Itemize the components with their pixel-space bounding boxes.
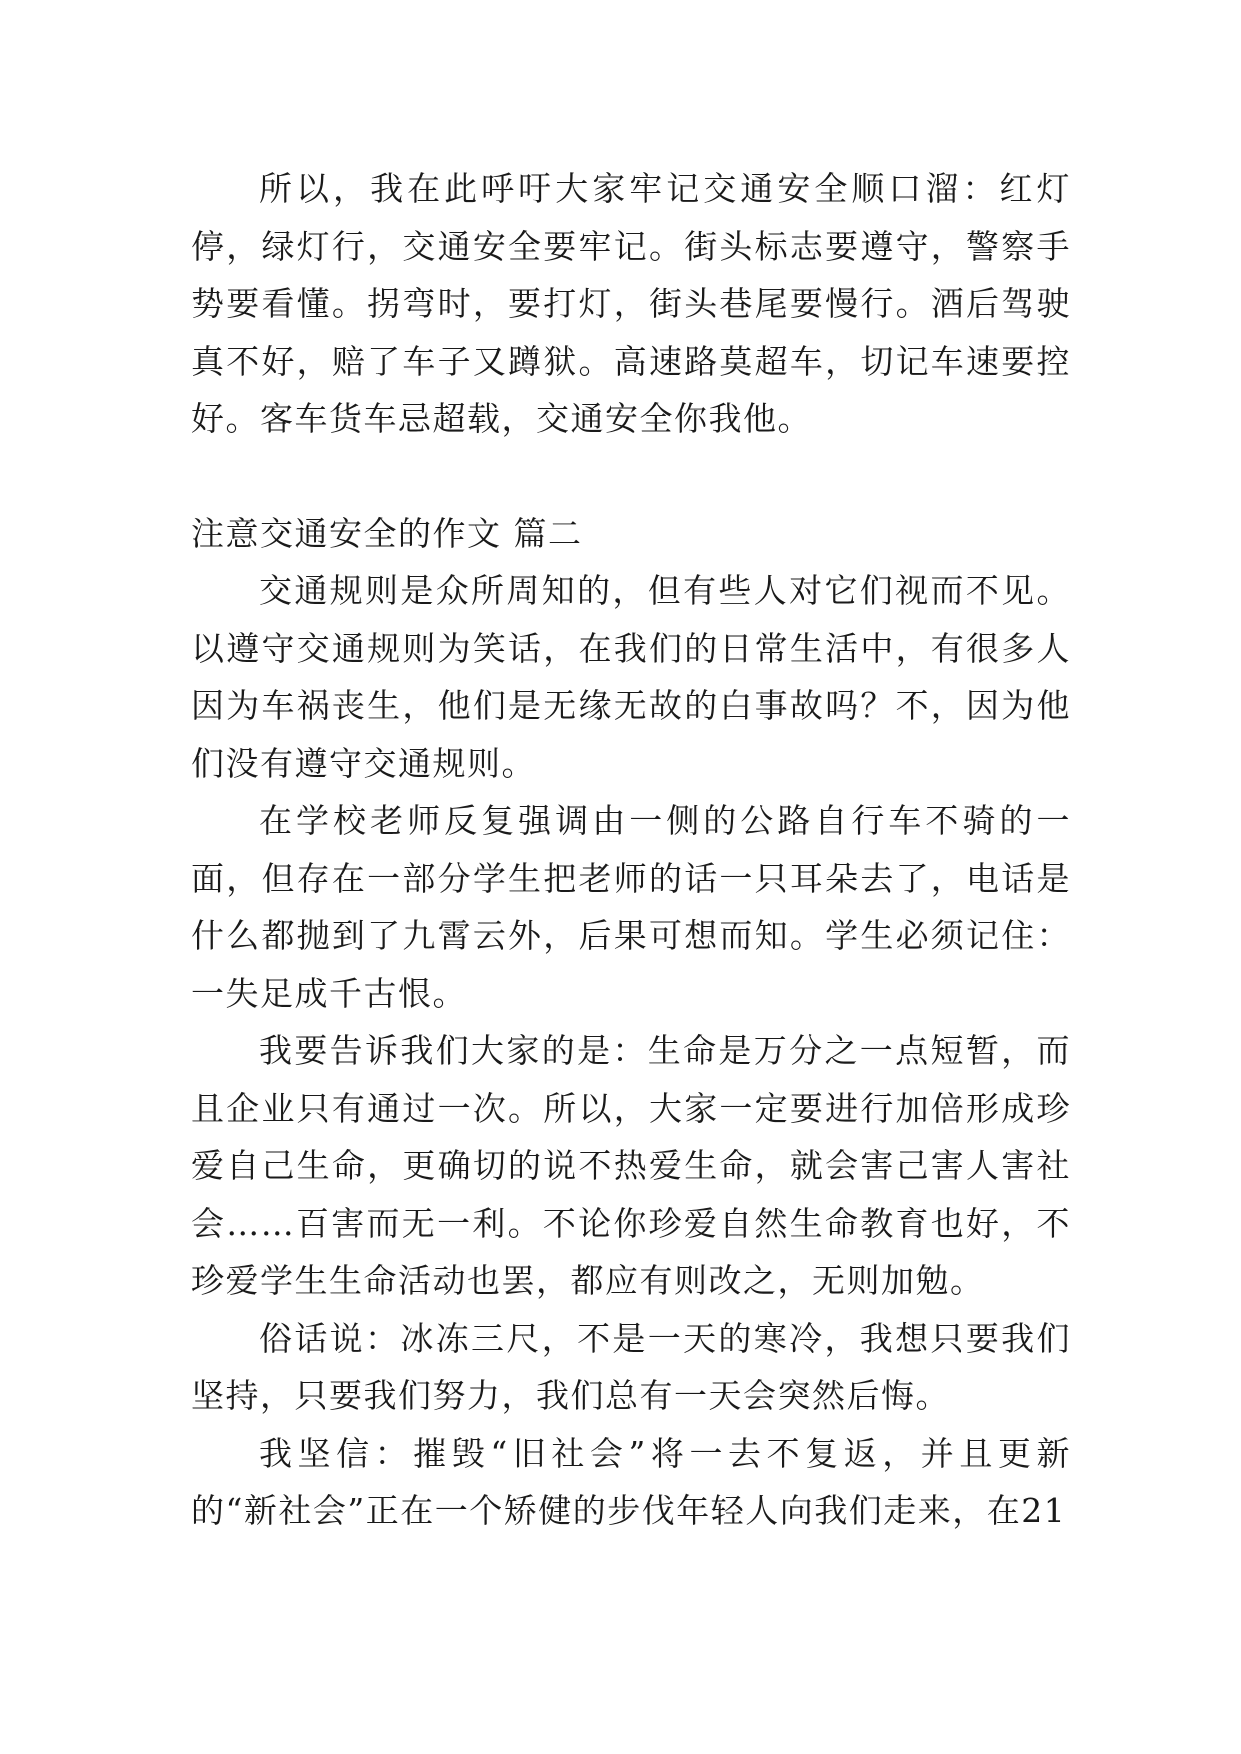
body-paragraph: 我坚信：摧毁“旧社会”将一去不复返，并且更新的“新社会”正在一个矫健的步伐年轻人向我们走来，在21 xyxy=(191,1433,1071,1530)
body-paragraph: 所以，我在此呼吁大家牢记交通安全顺口溜：红灯停，绿灯行，交通安全要牢记。街头标志要遵守，警察手势要看懂。拐弯时，要打灯，街头巷尾要慢行。酒后驾驶真不好，赔了车子又蹲狱。高速路莫超车，切记车速要控好。客车货车忌超载，交通安全你我他。 xyxy=(191,169,1071,438)
body-paragraph: 交通规则是众所周知的，但有些人对它们视而不见。以遵守交通规则为笑话，在我们的日常生活中，有很多人因为车祸丧生，他们是无缘无故的白事故吗？不，因为他们没有遵守交通规则。 xyxy=(191,571,1071,783)
body-paragraph: 俗话说：冰冻三尺，不是一天的寒冷，我想只要我们坚持，只要我们努力，我们总有一天会突然后悔。 xyxy=(191,1318,1071,1415)
document-body xyxy=(191,160,1071,1540)
body-paragraph: 我要告诉我们大家的是：生命是万分之一点短暂，而且企业只有通过一次。所以，大家一定要进行加倍形成珍爱自己生命，更确切的说不热爱生命，就会害己害人害社会……百害而无一利。不论你珍爱自然生命教育也好，不珍爱学生生命活动也罢，都应有则改之，无则加勉。 xyxy=(191,1031,1071,1300)
body-paragraph: 在学校老师反复强调由一侧的公路自行车不骑的一面，但存在一部分学生把老师的话一只耳朵去了，电话是什么都抛到了九霄云外，后果可想而知。学生必须记住：一失足成千古恨。 xyxy=(191,801,1071,1013)
paragraph-spacer xyxy=(191,448,1071,505)
section-heading: 注意交通安全的作文 篇二 xyxy=(191,513,583,553)
